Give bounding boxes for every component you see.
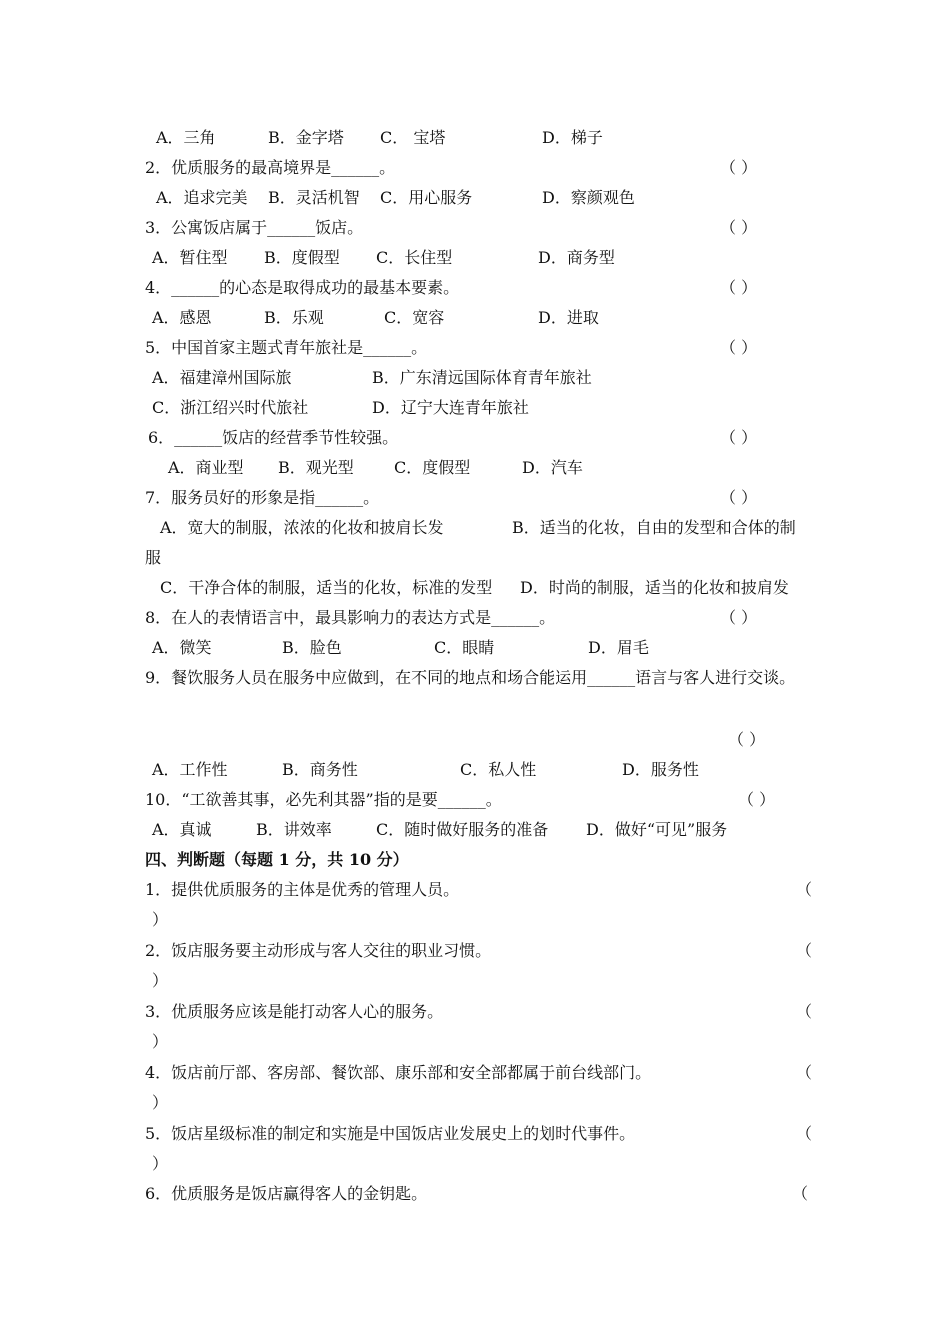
q8-stem: 8．在人的表情语言中，最具影响力的表达方式是______。: [145, 608, 556, 627]
tf6-paren-open: （: [792, 1184, 809, 1203]
q5-stem: 5．中国首家主题式青年旅社是______。: [145, 338, 428, 357]
q7-option-a: A．宽大的制服，浓浓的化妆和披肩长发: [160, 518, 444, 537]
q4-answer-blank: （ ）: [720, 278, 758, 297]
q9-answer-blank: （ ）: [728, 730, 766, 749]
q3-option-b: B．度假型: [264, 248, 340, 267]
q1-option-b: B．金字塔: [268, 128, 344, 147]
q2-stem: 2．优质服务的最高境界是______。: [145, 158, 396, 177]
q10-answer-blank: （ ）: [738, 790, 776, 809]
q8-answer-blank: （ ）: [720, 608, 758, 627]
q5-option-b: B．广东清远国际体育青年旅社: [372, 368, 592, 387]
tf2-statement: 2．饭店服务要主动形成与客人交往的职业习惯。: [145, 941, 492, 960]
tf2-paren-close: ）: [152, 971, 169, 990]
q2-option-b: B．灵活机智: [268, 188, 360, 207]
q8-option-a: A．微笑: [152, 638, 212, 657]
q9-option-d: D．服务性: [622, 760, 699, 779]
q10-stem: 10．“工欲善其事，必先利其器”指的是要______。: [145, 790, 502, 809]
q4-option-d: D．进取: [538, 308, 599, 327]
q8-option-b: B．脸色: [282, 638, 342, 657]
q2-answer-blank: （ ）: [720, 158, 758, 177]
q5-answer-blank: （ ）: [720, 338, 758, 357]
section-heading-true-false: 四、判断题（每题 1 分，共 10 分）: [145, 850, 409, 869]
q10-option-c: C．随时做好服务的准备: [376, 820, 549, 839]
q3-answer-blank: （ ）: [720, 218, 758, 237]
q6-option-d: D．汽车: [522, 458, 583, 477]
tf5-statement: 5．饭店星级标准的制定和实施是中国饭店业发展史上的划时代事件。: [145, 1124, 636, 1143]
q3-option-d: D．商务型: [538, 248, 615, 267]
tf4-paren-close: ）: [152, 1093, 169, 1112]
q7-answer-blank: （ ）: [720, 488, 758, 507]
tf4-paren-open: （: [796, 1063, 813, 1082]
q9-option-b: B．商务性: [282, 760, 358, 779]
q7-stem: 7．服务员好的形象是指______。: [145, 488, 380, 507]
tf5-paren-open: （: [796, 1124, 813, 1143]
tf2-paren-open: （: [796, 941, 813, 960]
q6-stem: 6．______饭店的经营季节性较强。: [148, 428, 399, 447]
tf3-paren-close: ）: [152, 1032, 169, 1051]
q4-stem: 4．______的心态是取得成功的最基本要素。: [145, 278, 460, 297]
q10-option-b: B．讲效率: [256, 820, 332, 839]
q5-option-c: C．浙江绍兴时代旅社: [152, 398, 309, 417]
q7-option-b-continued: 服: [145, 548, 162, 567]
q1-option-c: C． 宝塔: [380, 128, 446, 147]
q6-option-b: B．观光型: [278, 458, 354, 477]
q10-option-a: A．真诚: [152, 820, 212, 839]
q4-option-c: C．宽容: [384, 308, 445, 327]
q5-option-a: A．福建漳州国际旅: [152, 368, 292, 387]
q7-option-d: D．时尚的制服，适当的化妆和披肩发: [520, 578, 789, 597]
tf1-paren-close: ）: [152, 910, 169, 929]
q10-option-d: D．做好“可见”服务: [586, 820, 728, 839]
tf1-statement: 1．提供优质服务的主体是优秀的管理人员。: [145, 880, 460, 899]
q2-option-d: D．察颜观色: [542, 188, 635, 207]
q5-option-d: D．辽宁大连青年旅社: [372, 398, 529, 417]
q6-option-a: A．商业型: [168, 458, 244, 477]
q1-option-d: D．梯子: [542, 128, 603, 147]
q1-option-a: A．三角: [156, 128, 216, 147]
tf6-statement: 6．优质服务是饭店赢得客人的金钥匙。: [145, 1184, 428, 1203]
q3-stem: 3．公寓饭店属于______饭店。: [145, 218, 364, 237]
q7-option-c: C．干净合体的制服，适当的化妆，标准的发型: [160, 578, 493, 597]
q7-option-b: B．适当的化妆，自由的发型和合体的制: [512, 518, 796, 537]
q8-option-d: D．眉毛: [588, 638, 649, 657]
tf3-statement: 3．优质服务应该是能打动客人心的服务。: [145, 1002, 444, 1021]
tf3-paren-open: （: [796, 1002, 813, 1021]
tf4-statement: 4．饭店前厅部、客房部、餐饮部、康乐部和安全部都属于前台线部门。: [145, 1063, 652, 1082]
q9-option-a: A．工作性: [152, 760, 228, 779]
q4-option-b: B．乐观: [264, 308, 324, 327]
q9-stem: 9．餐饮服务人员在服务中应做到，在不同的地点和场合能运用______语言与客人进行交谈。: [145, 668, 796, 687]
q3-option-a: A．暂住型: [152, 248, 228, 267]
q2-option-c: C．用心服务: [380, 188, 473, 207]
q9-option-c: C．私人性: [460, 760, 537, 779]
tf1-paren-open: （: [796, 880, 813, 899]
q8-option-c: C．眼睛: [434, 638, 495, 657]
q2-option-a: A．追求完美: [156, 188, 248, 207]
q6-option-c: C．度假型: [394, 458, 471, 477]
q4-option-a: A．感恩: [152, 308, 212, 327]
q6-answer-blank: （ ）: [720, 428, 758, 447]
tf5-paren-close: ）: [152, 1154, 169, 1173]
q3-option-c: C．长住型: [376, 248, 453, 267]
